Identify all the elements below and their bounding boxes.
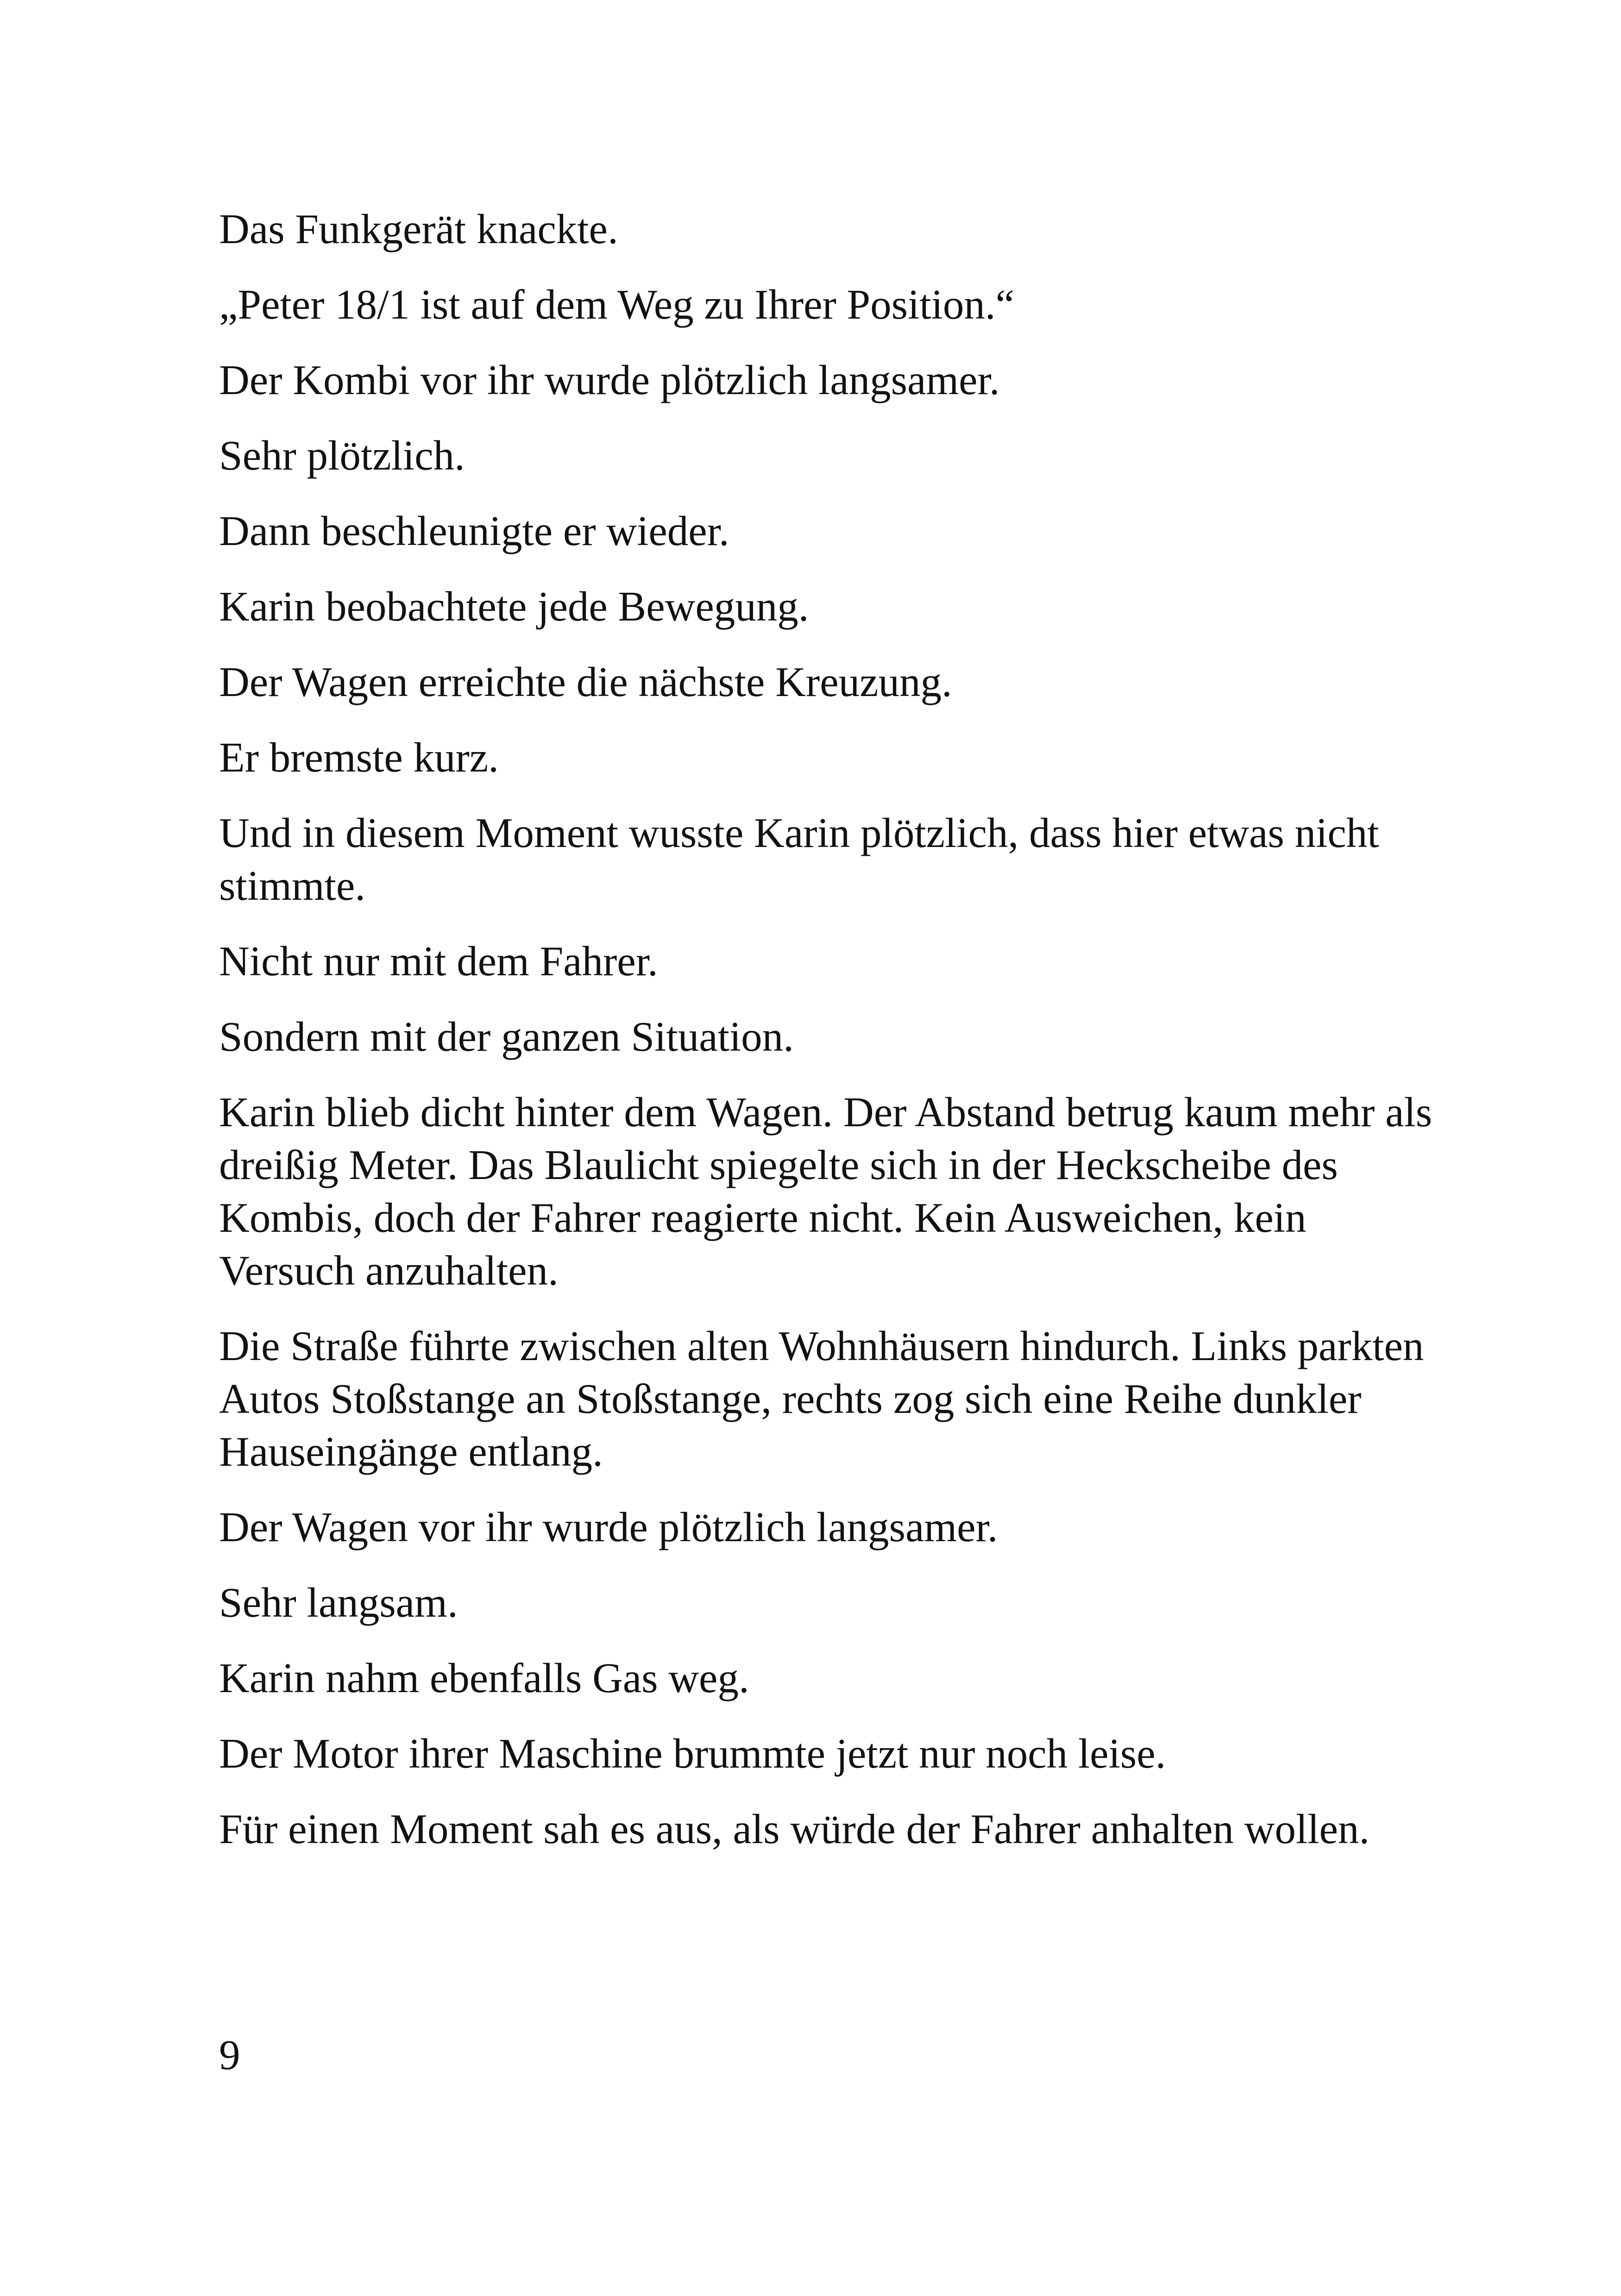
paragraph: Der Wagen erreichte die nächste Kreuzung. (219, 659, 952, 705)
paragraph: Das Funkgerät knackte. (219, 206, 618, 252)
paragraph: Der Kombi vor ihr wurde plötzlich langsamer. (219, 357, 1000, 403)
paragraph: Nicht nur mit dem Fahrer. (219, 938, 658, 985)
paragraph: Und in diesem Moment wusste Karin plötzlich, dass hier etwas nicht stimmte. (219, 809, 1379, 909)
paragraph: Dann beschleunigte er wieder. (219, 508, 729, 554)
paragraph: Sondern mit der ganzen Situation. (219, 1013, 794, 1060)
paragraph: Er bremste kurz. (219, 734, 499, 781)
paragraph: Für einen Moment sah es aus, als würde der Fahrer anhalten wollen. (219, 1806, 1370, 1852)
paragraph: Karin blieb dicht hinter dem Wagen. Der Abstand betrug kaum mehr als dreißig Meter. Das Blaulicht spiegelte sich in der Heckscheibe des Kombis, doch der Fahrer reagierte nicht. Kein Ausweichen, kein Versuch anzuhalten. (219, 1089, 1433, 1294)
paragraph: Sehr plötzlich. (219, 432, 465, 479)
paragraph: Der Motor ihrer Maschine brummte jetzt nur noch leise. (219, 1730, 1166, 1777)
paragraph: Sehr langsam. (219, 1579, 458, 1626)
paragraph: Karin nahm ebenfalls Gas weg. (219, 1655, 749, 1701)
paragraph: „Peter 18/1 ist auf dem Weg zu Ihrer Position.“ (219, 281, 1015, 328)
paragraph: Karin beobachtete jede Bewegung. (219, 583, 809, 630)
paragraph: Der Wagen vor ihr wurde plötzlich langsamer. (219, 1504, 998, 1550)
page-number: 9 (219, 2032, 240, 2078)
paragraph: Die Straße führte zwischen alten Wohnhäusern hindurch. Links parkten Autos Stoßstange an Stoßstange, rechts zog sich eine Reihe dunkler Hauseingänge entlang. (219, 1323, 1424, 1475)
body-text (219, 203, 1446, 1878)
